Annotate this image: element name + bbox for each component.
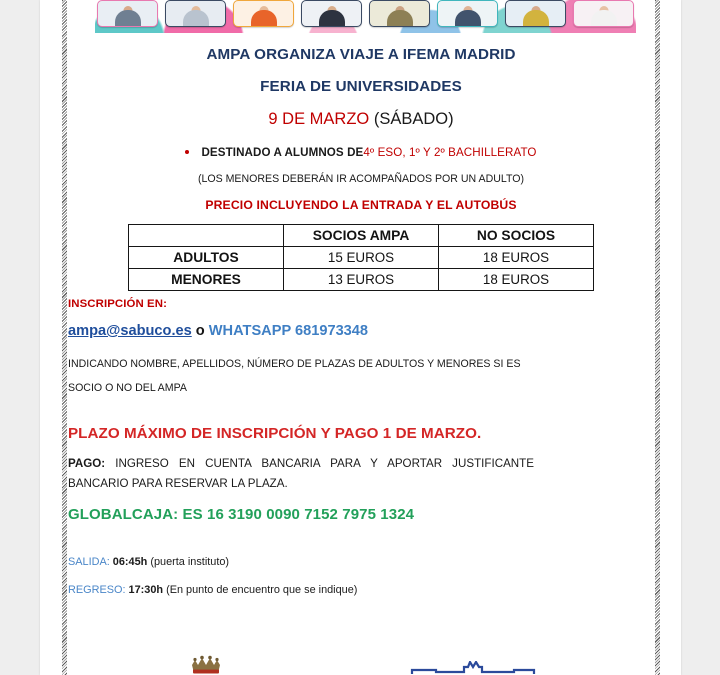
banner-thumb-6 xyxy=(437,0,498,27)
table-header-socios: SOCIOS AMPA xyxy=(284,225,439,247)
table-row xyxy=(129,269,594,291)
table-row xyxy=(129,247,594,269)
banner-thumb-3 xyxy=(233,0,294,27)
minors-note: (LOS MENORES DEBERÁN IR ACOMPAÑADOS POR UN ADULTO) xyxy=(197,173,525,185)
return-label: REGRESO: xyxy=(68,584,126,597)
table-cell-adultos-socios: 15 EUROS xyxy=(284,247,439,269)
instructions-line-2: SOCIO O NO DEL AMPA xyxy=(68,382,187,395)
banner-thumb-2 xyxy=(165,0,226,27)
title-main: AMPA ORGANIZA VIAJE A IFEMA MADRID xyxy=(206,46,516,63)
event-date-highlight: 9 DE MARZO xyxy=(268,110,370,128)
footer-logos xyxy=(40,652,681,675)
table-rowlabel-menores: MENORES xyxy=(129,269,284,291)
banner-thumb-5 xyxy=(369,0,430,27)
contact-row xyxy=(68,323,654,339)
email-link[interactable]: ampa@sabuco.es xyxy=(68,323,192,339)
departure-place: (puerta instituto) xyxy=(147,556,230,569)
return-row xyxy=(68,584,654,596)
page-decorative-border-left xyxy=(62,0,67,675)
bullet-dot-icon xyxy=(185,150,189,154)
title-subtitle: FERIA DE UNIVERSIDADES xyxy=(260,78,462,95)
return-place: (En punto de encuentro que se indique) xyxy=(163,584,358,597)
audience-bullet-row xyxy=(68,146,654,159)
departure-row xyxy=(68,556,654,568)
payment-text: INGRESO EN CUENTA BANCARIA PARA Y APORTAR JUSTIFICANTE BANCARIO PARA RESERVAR LA PLAZA. xyxy=(68,456,534,490)
price-table xyxy=(128,224,594,291)
banner-thumb-8 xyxy=(573,0,634,27)
banner-thumb-7 xyxy=(505,0,566,27)
crown-coat-of-arms-logo xyxy=(186,655,226,675)
page-content xyxy=(68,0,654,675)
audience-courses: 4º ESO, 1º Y 2º BACHILLERATO xyxy=(363,146,537,159)
banner-thumb-4 xyxy=(301,0,362,27)
instructions-line-1: INDICANDO NOMBRE, APELLIDOS, NÚMERO DE PLAZAS DE ADULTOS Y MENORES SI ES xyxy=(68,358,521,370)
table-cell-menores-socios: 13 EUROS xyxy=(284,269,439,291)
event-date xyxy=(68,110,654,129)
table-corner-cell xyxy=(129,225,284,247)
table-cell-adultos-no-socios: 18 EUROS xyxy=(439,247,594,269)
photo-collage-banner xyxy=(95,0,636,33)
table-cell-menores-no-socios: 18 EUROS xyxy=(439,269,594,291)
banner-thumbnails xyxy=(95,0,636,27)
payment-label: PAGO: xyxy=(68,456,106,470)
payment-paragraph xyxy=(68,454,534,495)
castilla-la-mancha-logo xyxy=(410,661,542,675)
departure-time: 06:45h xyxy=(109,556,148,569)
whatsapp-contact[interactable]: WHATSAPP 681973348 xyxy=(208,323,369,339)
return-time: 17:30h xyxy=(125,584,164,597)
table-header-no-socios: NO SOCIOS xyxy=(439,225,594,247)
banner-thumb-1 xyxy=(97,0,158,27)
inscription-label: INSCRIPCIÓN EN: xyxy=(68,298,167,310)
audience-label: DESTINADO A ALUMNOS DE xyxy=(201,146,364,159)
price-heading: PRECIO INCLUYENDO LA ENTRADA Y EL AUTOBÚS xyxy=(205,198,517,212)
contact-separator: o xyxy=(191,323,209,339)
table-rowlabel-adultos: ADULTOS xyxy=(129,247,284,269)
table-header-row xyxy=(129,225,594,247)
deadline-heading: PLAZO MÁXIMO DE INSCRIPCIÓN Y PAGO 1 DE MARZO. xyxy=(68,424,482,442)
document-page xyxy=(40,0,681,675)
departure-label: SALIDA: xyxy=(68,556,110,569)
event-date-rest: (SÁBADO) xyxy=(369,110,454,128)
bank-account: GLOBALCAJA: ES 16 3190 0090 7152 7975 1324 xyxy=(68,506,415,524)
page-decorative-border-right xyxy=(655,0,660,675)
